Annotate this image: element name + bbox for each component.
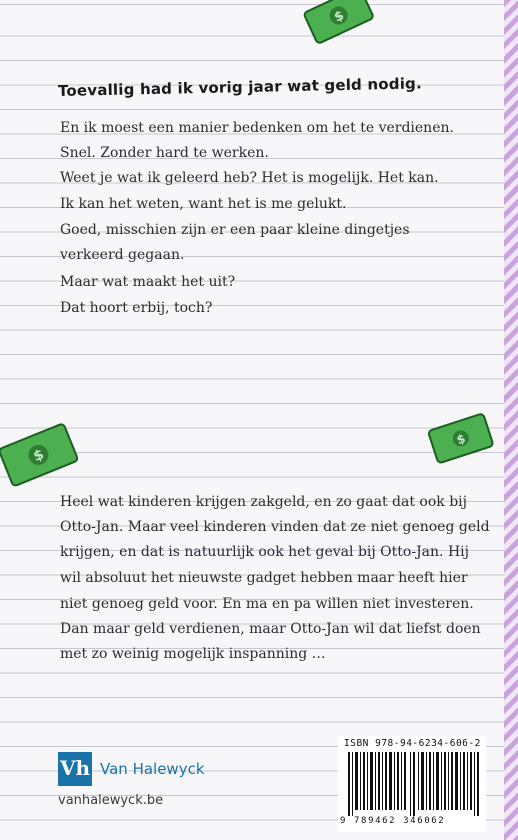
- blurb-line-4: wil absoluut het nieuwste gadget hebben maar heeft hier: [60, 570, 468, 586]
- intro-line-7: Maar wat maakt het uit?: [60, 274, 236, 290]
- svg-text:$: $: [332, 8, 347, 26]
- money-bill-icon-left: [0, 412, 86, 500]
- intro-line-6: verkeerd gegaan.: [60, 247, 185, 263]
- blurb-line-1: Heel wat kinderen krijgen zakgeld, en zo gaat dat ook bij: [60, 494, 467, 510]
- barcode-digits: 9 789462 346062: [340, 816, 446, 826]
- publisher-logo: Vh: [58, 752, 92, 786]
- intro-line-4: Ik kan het weten, want het is me gelukt.: [60, 196, 347, 212]
- blurb-line-2: Otto-Jan. Maar veel kinderen vinden dat ze niet genoeg geld: [60, 519, 490, 535]
- svg-text:$: $: [454, 431, 468, 448]
- barcode-area: [338, 736, 486, 832]
- isbn-label: ISBN 978-94-6234-606-2: [344, 738, 481, 749]
- intro-line-5: Goed, misschien zijn er een paar kleine dingetjes: [60, 222, 410, 238]
- svg-text:$: $: [31, 446, 47, 466]
- money-bill-icon-top: [300, 0, 380, 46]
- intro-line-1: En ik moest een manier bedenken om het te verdienen.: [60, 120, 454, 136]
- publisher-website[interactable]: vanhalewyck.be: [58, 793, 164, 808]
- purple-stripe-border: [504, 0, 518, 840]
- blurb-line-7: met zo weinig mogelijk inspanning …: [60, 646, 326, 662]
- intro-line-3: Weet je wat ik geleerd heb? Het is mogelijk. Het kan.: [60, 170, 439, 186]
- headline: Toevallig had ik vorig jaar wat geld nodig.: [57, 74, 423, 100]
- blurb-line-6: Dan maar geld verdienen, maar Otto-Jan wil dat liefst doen: [60, 621, 481, 637]
- blurb-line-5: niet genoeg geld voor. En ma en pa willen niet investeren.: [60, 596, 474, 612]
- money-bill-icon-right: [424, 408, 500, 470]
- blurb-line-3: krijgen, en dat is natuurlijk ook het geval bij Otto-Jan. Hij: [60, 544, 469, 560]
- barcode-icon: [348, 752, 480, 816]
- intro-line-2: Snel. Zonder hard te werken.: [60, 145, 269, 161]
- publisher-name: Van Halewyck: [100, 760, 205, 778]
- intro-line-8: Dat hoort erbij, toch?: [60, 300, 213, 316]
